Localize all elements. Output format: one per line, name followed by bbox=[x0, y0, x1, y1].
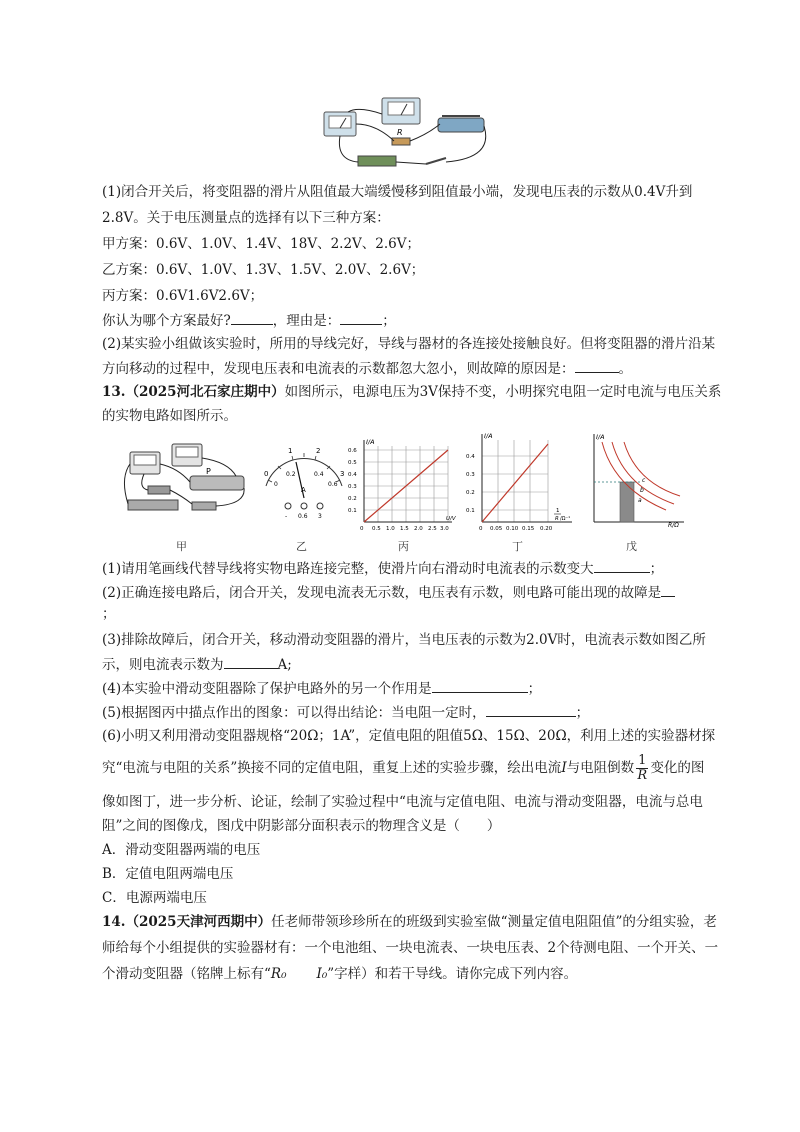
q13-intro: 如图所示，电源电压为3V保持不变，小明探究电阻一定时电流与电压关系 bbox=[284, 384, 722, 400]
ding-xtick: 0.20 bbox=[540, 526, 553, 532]
q12-plan-b: 乙方案：0.6V、1.0V、1.3V、1.5V、2.0V、2.6V； bbox=[102, 262, 425, 278]
figure-yi-ammeter bbox=[258, 442, 350, 522]
q13-p2-end: ； bbox=[102, 606, 116, 622]
question-number: 13. bbox=[102, 384, 126, 400]
ding-ytick: 0.1 bbox=[466, 508, 475, 514]
figure-bing-graph bbox=[346, 436, 458, 532]
ammeter-terminal: 0.6 bbox=[298, 513, 308, 520]
q13-p2-text: (2)正确连接电路后，闭合开关，发现电流表无示数，电压表有示数，则电路可能出现的故障是 bbox=[102, 585, 662, 601]
wu-ylabel: I/A bbox=[596, 433, 605, 441]
ding-xlabel-unit: /Ω⁻¹ bbox=[560, 516, 571, 522]
option-c[interactable]: C．电源两端电压 bbox=[102, 890, 207, 906]
ding-ytick: 0.2 bbox=[466, 490, 475, 496]
q12-plan-a: 甲方案：0.6V、1.0V、1.4V、18V、2.2V、2.6V； bbox=[102, 236, 421, 252]
q13-p5-text: (5)根据图丙中描点作出的图象：可以得出结论：当电阻一定时， bbox=[102, 705, 486, 721]
q13-intro-line2: 的实物电路如图所示。 bbox=[102, 408, 237, 424]
ammeter-terminal: - bbox=[285, 513, 288, 520]
q13-p6-line3: 像如图丁，进一步分析、论证，绘制了实验过程中“电流与定值电阻、电流与滑动变阻器，电流与总电 bbox=[102, 794, 703, 810]
answer-blank[interactable] bbox=[661, 582, 675, 597]
q13-p2 bbox=[102, 582, 675, 603]
q13-p3-unit: A; bbox=[277, 657, 292, 673]
answer-blank[interactable] bbox=[224, 654, 278, 669]
wu-curve-label: a bbox=[638, 497, 642, 504]
question-source: （2025天津河西期中） bbox=[125, 914, 272, 930]
caption-wu: 戊 bbox=[626, 540, 637, 553]
bing-xtick: 3.0 bbox=[440, 526, 449, 532]
q14-text-a: 个滑动变阻器（铭牌上标有“ bbox=[102, 966, 271, 982]
bing-xtick: 2.0 bbox=[414, 526, 423, 532]
question-source: （2025河北石家庄期中） bbox=[125, 384, 285, 400]
bing-xtick: 0.5 bbox=[372, 526, 381, 532]
svg-text:P: P bbox=[206, 467, 211, 476]
ammeter-top-tick: 1 bbox=[288, 447, 293, 455]
option-b[interactable]: B．定值电阻两端电压 bbox=[102, 866, 234, 882]
wu-curve-label: b bbox=[640, 487, 644, 494]
bing-ytick: 0.5 bbox=[348, 460, 357, 466]
q12-part1-line2: 2.8V。关于电压测量点的选择有以下三种方案： bbox=[102, 210, 390, 226]
ding-ytick: 0.4 bbox=[466, 454, 475, 460]
q13-p4 bbox=[102, 678, 541, 699]
q12-ask-text-a: 你认为哪个方案最好? bbox=[102, 313, 231, 329]
q13-header bbox=[102, 382, 721, 402]
answer-blank[interactable] bbox=[594, 558, 650, 573]
q12-part2-line1: (2)某实验小组做该实验时，所用的导线完好，导线与器材的各连接处接触良好。但将变阻器的滑片沿某 bbox=[102, 336, 716, 352]
q13-p5 bbox=[102, 702, 589, 723]
q12-ask-text-c: ； bbox=[382, 313, 396, 329]
ding-ytick: 0.3 bbox=[466, 472, 475, 478]
fraction-denominator: R bbox=[637, 768, 648, 783]
caption-yi: 乙 bbox=[296, 540, 307, 553]
q13-p3-line1: (3)排除故障后，闭合开关，移动滑动变阻器的滑片，当电压表的示数为2.0V时，电流表示数如图乙所 bbox=[102, 632, 706, 648]
ammeter-top-tick: 2 bbox=[316, 447, 321, 455]
answer-blank[interactable] bbox=[575, 358, 619, 373]
resistor-label: R bbox=[397, 128, 403, 137]
q13-p1-text: (1)请用笔画线代替导线将实物电路连接完整，使滑片向右滑动时电流表的示数变大 bbox=[102, 561, 594, 577]
figure-wu-graph bbox=[584, 430, 694, 530]
ammeter-top-tick: 0 bbox=[264, 470, 269, 478]
ding-xtick: 0.10 bbox=[506, 526, 519, 532]
q13-p5-end: ； bbox=[575, 705, 590, 721]
q13-p6-text-b: 与电阻倒数 bbox=[566, 760, 635, 776]
q12-part1-line1: (1)闭合开关后，将变阻器的滑片从阻值最大端缓慢移到阻值最小端，发现电压表的示数从0.4V升到 bbox=[102, 184, 693, 200]
ding-xtick: 0 bbox=[479, 526, 483, 532]
bing-xtick: 0 bbox=[360, 526, 364, 532]
figure-jia-circuit bbox=[118, 438, 258, 520]
q13-p6-line4: 阻”之间的图像戊，图戊中阴影部分面积表示的物理含义是（ ） bbox=[102, 818, 501, 834]
fraction-numerator: 1 bbox=[638, 753, 647, 768]
bing-xtick: 2.5 bbox=[428, 526, 437, 532]
ding-xlabel-num: 1 bbox=[556, 508, 560, 514]
question-number: 14. bbox=[102, 914, 126, 930]
q12-ask bbox=[102, 310, 396, 331]
q14-line3 bbox=[102, 964, 577, 984]
bing-ytick: 0.4 bbox=[348, 472, 357, 478]
reciprocal-fraction bbox=[636, 754, 648, 783]
bing-ytick: 0.1 bbox=[348, 508, 357, 514]
wu-curve-label: c bbox=[642, 477, 646, 484]
ding-xtick: 0.05 bbox=[490, 526, 503, 532]
answer-blank[interactable] bbox=[486, 702, 576, 717]
q13-p4-end: ； bbox=[527, 681, 542, 697]
q12-ask-text-b: ，理由是： bbox=[272, 313, 341, 329]
ammeter-bottom-tick: 0.2 bbox=[286, 471, 296, 478]
ammeter-top-tick: 3 bbox=[340, 470, 345, 478]
q13-p4-text: (4)本实验中滑动变阻器除了保护电路外的另一个作用是 bbox=[102, 681, 432, 697]
q14-text-line1: 任老师带领珍珍所在的班级到实验室做“测量定值电阻阻值”的分组实验，老 bbox=[271, 914, 717, 930]
bing-ytick: 0.3 bbox=[348, 484, 357, 490]
q13-p1 bbox=[102, 558, 663, 579]
answer-blank[interactable] bbox=[340, 310, 382, 325]
current-symbol: I bbox=[561, 760, 567, 776]
caption-ding: 丁 bbox=[512, 540, 523, 553]
q13-p1-end: ； bbox=[649, 561, 664, 577]
bing-ylabel: I/A bbox=[366, 438, 375, 446]
q12-part2-line2 bbox=[102, 358, 632, 379]
q13-p6-line2 bbox=[102, 754, 704, 783]
rated-resistance-symbol: R₀ bbox=[270, 966, 287, 982]
ammeter-bottom-tick: 0 bbox=[274, 481, 278, 488]
bing-xtick: 1.0 bbox=[386, 526, 395, 532]
q14-text-b: ”字样）和若干导线。请你完成下列内容。 bbox=[327, 966, 578, 982]
q14-line2: 师给每个小组提供的实验器材有：一个电池组、一块电流表、一块电压表、2个待测电阻、一个开关、一 bbox=[102, 940, 719, 956]
wu-xlabel: R/Ω bbox=[668, 522, 679, 529]
caption-bing: 丙 bbox=[398, 540, 409, 553]
q13-p6-line1: (6)小明又利用滑动变阻器规格“20Ω；1A”，定值电阻的阻值5Ω、15Ω、20Ω，利用上述的实验器材探 bbox=[102, 728, 716, 744]
ammeter-unit: A bbox=[301, 486, 306, 494]
ding-ylabel: I/A bbox=[484, 432, 493, 440]
q13-p6-text-c: 变化的图 bbox=[650, 760, 705, 776]
q13-p3-text: 示，则电流表示数为 bbox=[102, 657, 224, 673]
q12-plan-c: 丙方案：0.6V1.6V2.6V； bbox=[102, 288, 264, 304]
bing-xtick: 1.5 bbox=[400, 526, 409, 532]
caption-jia: 甲 bbox=[176, 540, 187, 553]
ammeter-terminal: 3 bbox=[318, 513, 322, 520]
ammeter-bottom-tick: 0.4 bbox=[314, 471, 324, 478]
ammeter-bottom-tick: 0.6 bbox=[328, 481, 338, 488]
ding-xlabel-den: R bbox=[555, 516, 559, 522]
q13-p6-text-a: 究“电流与电阻的关系”换接不同的定值电阻，重复上述的实验步骤，绘出电流 bbox=[102, 760, 562, 776]
q12-part2-text: 方向移动的过程中，发现电压表和电流表的示数都忽大忽小，则故障的原因是： bbox=[102, 361, 575, 377]
q13-p3-line2 bbox=[102, 654, 292, 675]
bing-ytick: 0.2 bbox=[348, 496, 357, 502]
option-a[interactable]: A．滑动变阻器两端的电压 bbox=[102, 842, 261, 858]
ding-xtick: 0.15 bbox=[522, 526, 535, 532]
bing-ytick: 0.6 bbox=[348, 448, 357, 454]
q14-header bbox=[102, 912, 717, 932]
figure-ding-graph bbox=[462, 430, 574, 532]
answer-blank[interactable] bbox=[231, 310, 273, 325]
q12-circuit-figure bbox=[318, 94, 498, 174]
q12-part2-end: 。 bbox=[618, 361, 632, 377]
bing-xlabel: U/V bbox=[446, 516, 456, 522]
answer-blank[interactable] bbox=[432, 678, 528, 693]
rated-current-symbol: I₀ bbox=[316, 966, 328, 982]
